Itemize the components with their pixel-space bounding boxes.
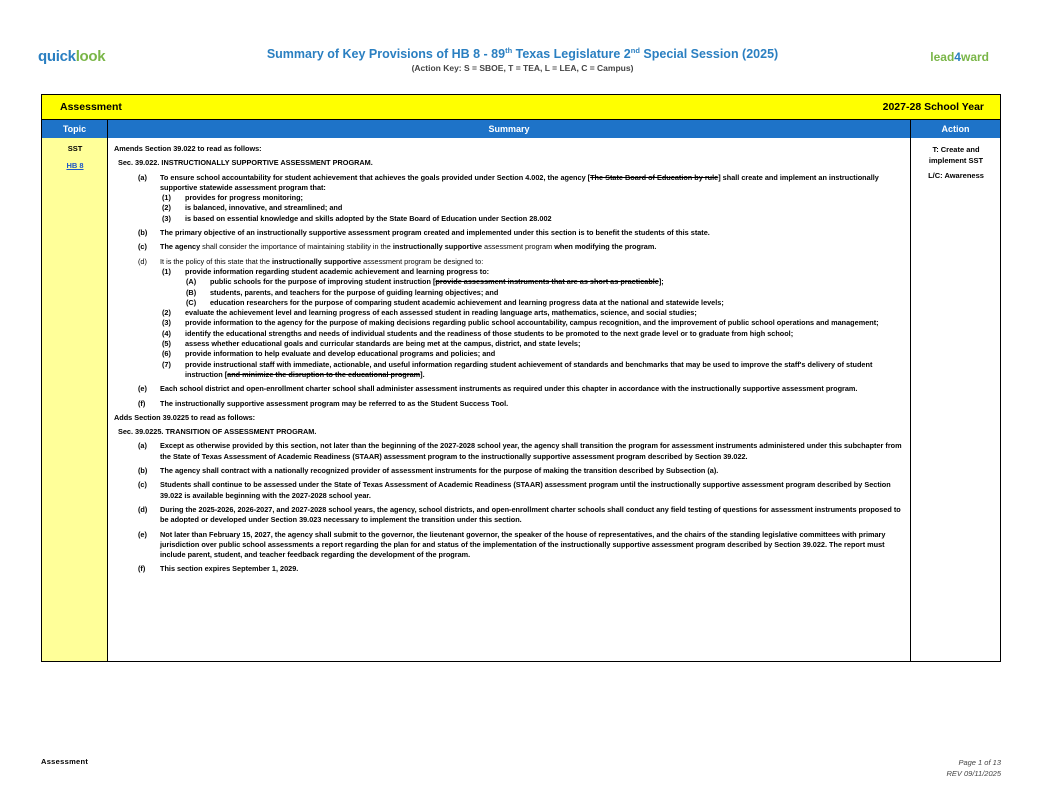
item-a3: (3) is based on essential knowledge and skills adopted by the State Board of Education under Section 28.002 [162,213,552,223]
subsection-d: (d) It is the policy of this state that the instructionally supportive assessment program be designed to: [138,256,484,266]
footer-section-label: Assessment [41,757,89,766]
s2-subsection-d: (d) During the 2025-2026, 2026-2027, and 2027-2028 school years, the agency, school districts, and open-enrollment charter schools shall conduct any field testing of questions for assessment instruments proposed to be adopted or developed under Section 39.023 necessary to implement the transition under this section. [138,504,901,525]
item-d1-B: (B) students, parents, and teachers for the purpose of guiding learning objectives; and [186,287,499,297]
page-title: Summary of Key Provisions of HB 8 - 89th Texas Legislature 2nd Special Session (2025) [266,46,779,62]
adds-line: Adds Section 39.0225 to read as follows: [114,412,256,422]
revision-date: REV 09/11/2025 [946,769,1001,778]
section-heading-2: Sec. 39.0225. TRANSITION OF ASSESSMENT PROGRAM. [118,427,317,437]
action-cell [910,138,1000,661]
item-d3: (3) provide information to the agency for the purpose of making decisions regarding public school accountability, campus recognition, and the improvement of public school operations and management; [162,318,879,328]
summary-column-header: Summary [108,120,910,138]
item-d1: (1) provide information regarding student academic achievement and learning progress to: [162,266,490,276]
action-column-header: Action [910,120,1000,138]
subsection-b: (b) The primary objective of an instructionally supportive assessment program created and implemented under this section is to benefit the students of this state. [138,228,710,238]
subsection-a: (a) To ensure school accountability for student achievement that achieves the goals provided under Section 4.002, the agency [The State Board of Education by rule] shall create and implement an instructionally supportive statewide assessment program that: [138,172,879,192]
item-d1-A: (A) public schools for the purpose of improving student instruction [provide assessment instruments that are as short as practicable]; [186,277,664,287]
s2-subsection-f: (f) This section expires September 1, 2029. [138,564,299,574]
section-title: Assessment [60,101,122,113]
subsection-e: (e) Each school district and open-enrollment charter school shall administer assessment instruments as required under this chapter in accordance with the instructionally supportive assessment program. [138,384,858,394]
topic-column-header: Topic [42,120,108,138]
action-lea: L/C: Awareness [928,171,984,180]
page-number: Page 1 of 13 [958,758,1001,767]
action-key-subtitle: (Action Key: S = SBOE, T = TEA, L = LEA, C = Campus) [411,63,634,73]
section-band [42,95,1000,120]
subsection-c: (c) The agency shall consider the importance of maintaining stability in the instructionally supportive assessment program when modifying the program. [138,242,657,252]
amends-line: Amends Section 39.022 to read as follows: [114,144,262,153]
item-d5: (5) assess whether educational goals and curricular standards are being met at the campus, district, and state levels; [162,339,581,349]
s2-subsection-b: (b) The agency shall contract with a nationally recognized provider of assessment instruments for the purpose of making the transition described by Subsection (a). [138,466,719,476]
summary-table [41,94,1001,662]
s2-subsection-c: (c) Students shall continue to be assessed under the State of Texas Assessment of Academic Readiness (STAAR) assessment program until the instructionally supportive assessment program described by Section 39.022 is available beginning with the 2027-2028 school year. [138,480,891,500]
item-d4: (4) identify the educational strengths and needs of individual students and the readiness of those students to be promoted to the next grade level or to graduate from high school; [162,328,794,338]
s2-subsection-a: (a) Except as otherwise provided by this section, not later than the beginning of the 2027-2028 school year, the agency shall transition the program for assessment instruments administered under this subchapter from the State of Texas Assessment of Academic Readiness (STAAR) assessment program to the instructionally supportive assessment program described by Section 39.022. [138,441,902,461]
lead4ward-logo: lead4ward [930,50,989,64]
item-d7: (7) provide instructional staff with immediate, actionable, and useful information regarding student achievement of standards and benchmarks that may be used to improve the staff's delivery of student instruction [and minimize the disruption to the educational program]. [162,359,873,379]
topic-cell [42,138,108,661]
item-d1-C: (C) education researchers for the purpose of comparing student academic achievement and learning progress data at the national and statewide levels; [186,297,724,307]
item-d6: (6) provide information to help evaluate and develop educational programs and policies; and [162,349,496,359]
topic-code: SST [67,144,83,153]
school-year: 2027-28 School Year [882,101,984,113]
action-tea: T: Create and implement SST [928,145,984,165]
s2-subsection-e: (e) Not later than February 15, 2027, the agency shall submit to the governor, the lieutenant governor, the speaker of the house of representatives, and the chairs of the standing legislative committees with primary jurisdiction over public school assessments a report regarding the plan for and status of the implementation of the instructionally supportive assessment program described by Section 39.022. The report must include parent, student, and teacher feedback regarding the development of the program. [138,529,886,560]
section-heading: Sec. 39.022. INSTRUCTIONALLY SUPPORTIVE ASSESSMENT PROGRAM. [118,158,373,168]
hb8-link[interactable]: HB 8 [66,161,84,170]
subsection-f: (f) The instructionally supportive assessment program may be referred to as the Student Success Tool. [138,398,509,408]
item-a2: (2) is balanced, innovative, and streamlined; and [162,203,343,213]
quicklook-logo: quicklook [38,48,106,65]
item-a1: (1) provides for progress monitoring; [162,193,303,203]
item-d2: (2) evaluate the achievement level and learning progress of each assessed student in reading language arts, mathematics, science, and social studies; [162,308,697,318]
footer-page-info [947,757,1002,779]
summary-text [114,144,904,579]
